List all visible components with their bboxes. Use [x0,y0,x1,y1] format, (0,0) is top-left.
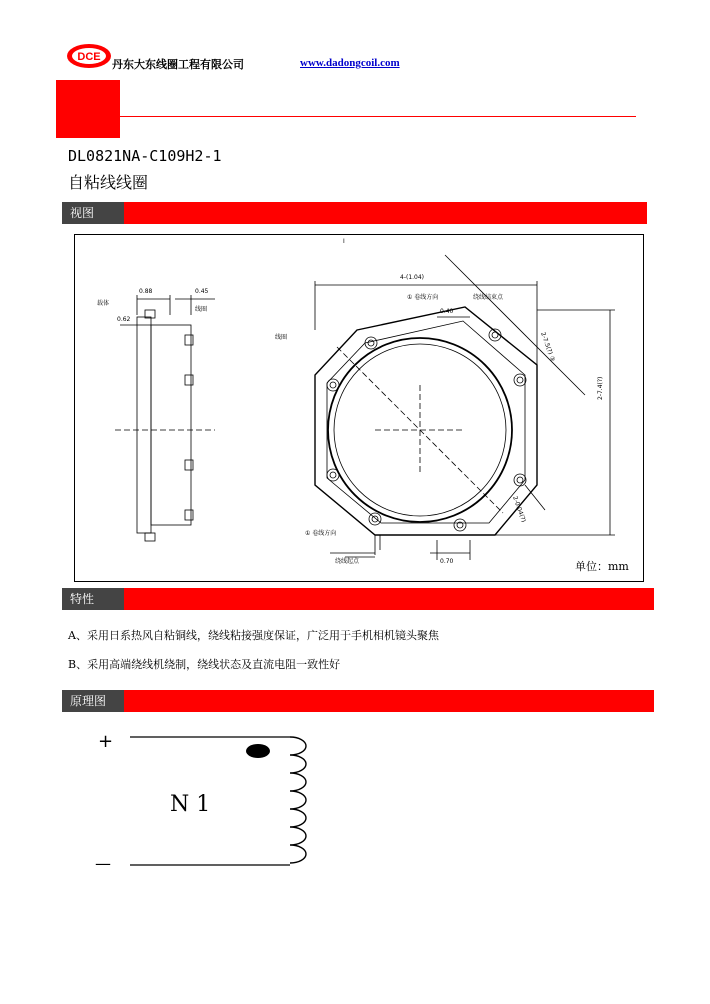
wind-start: 绕线起点 [335,558,360,565]
polarity-dot [246,744,270,758]
dim-0.62: 0.62 [117,316,131,323]
section-features-label: 特性 [62,588,124,610]
wind-dir-top: ① 卷线方向 [407,294,439,301]
small-mark: I [343,238,345,245]
unit-label: 单位：mm [575,560,629,573]
website-link[interactable]: www.dadongcoil.com [300,57,400,69]
dim-0.40: 0.40 [440,308,454,315]
octagon-outer [315,307,537,535]
feature-a: A、采用日系热风自粘铜线，绕线粘接强度保证，广泛用于手机相机镜头聚焦 [68,629,439,642]
dim-0.88: 0.88 [139,288,153,295]
dim-0.70: 0.70 [440,558,454,565]
dim-r3: 2-0.04(?) [511,495,528,524]
coil-schematic [90,725,330,875]
section-principle-label: 原理图 [62,690,124,712]
label-coil-main: 线圈 [275,334,288,341]
plus-terminal: + [98,731,114,752]
dim-0.45: 0.45 [195,288,209,295]
dim-top: 4-(1.04) [400,274,425,281]
section-features-bar [62,588,654,610]
part-number: DL0821NA-C109H2-1 [68,147,222,165]
section-view-label: 视图 [62,202,124,224]
section-principle-bar [62,690,654,712]
header-red-block [56,80,120,138]
header-divider [120,116,636,117]
label-coil-left: 线圈 [195,306,208,313]
label-carrier: 载体 [97,300,110,307]
minus-terminal: — [95,854,111,873]
product-name: 自粘线线圈 [68,173,149,192]
dim-r2: 2-7.4(?) [597,376,604,400]
feature-b: B、采用高端绕线机绕制，绕线状态及直流电阻一致性好 [68,658,341,671]
drawing-svg [75,235,645,583]
section-view-bar [62,202,647,224]
dim-r1: 2-7.5(?) ③ [539,331,557,363]
side-carrier [137,317,151,533]
wind-dir-bottom: ① 卷线方向 [305,530,337,537]
technical-drawing [74,234,644,582]
company-logo [66,42,112,70]
coil-label: N 1 [170,792,211,817]
wind-end: 绕线结束点 [473,294,504,301]
side-coil [151,325,191,525]
coil-winding [290,737,306,863]
company-name: 丹东大东线圈工程有限公司 [112,58,244,71]
logo-text: DCE [77,51,101,63]
